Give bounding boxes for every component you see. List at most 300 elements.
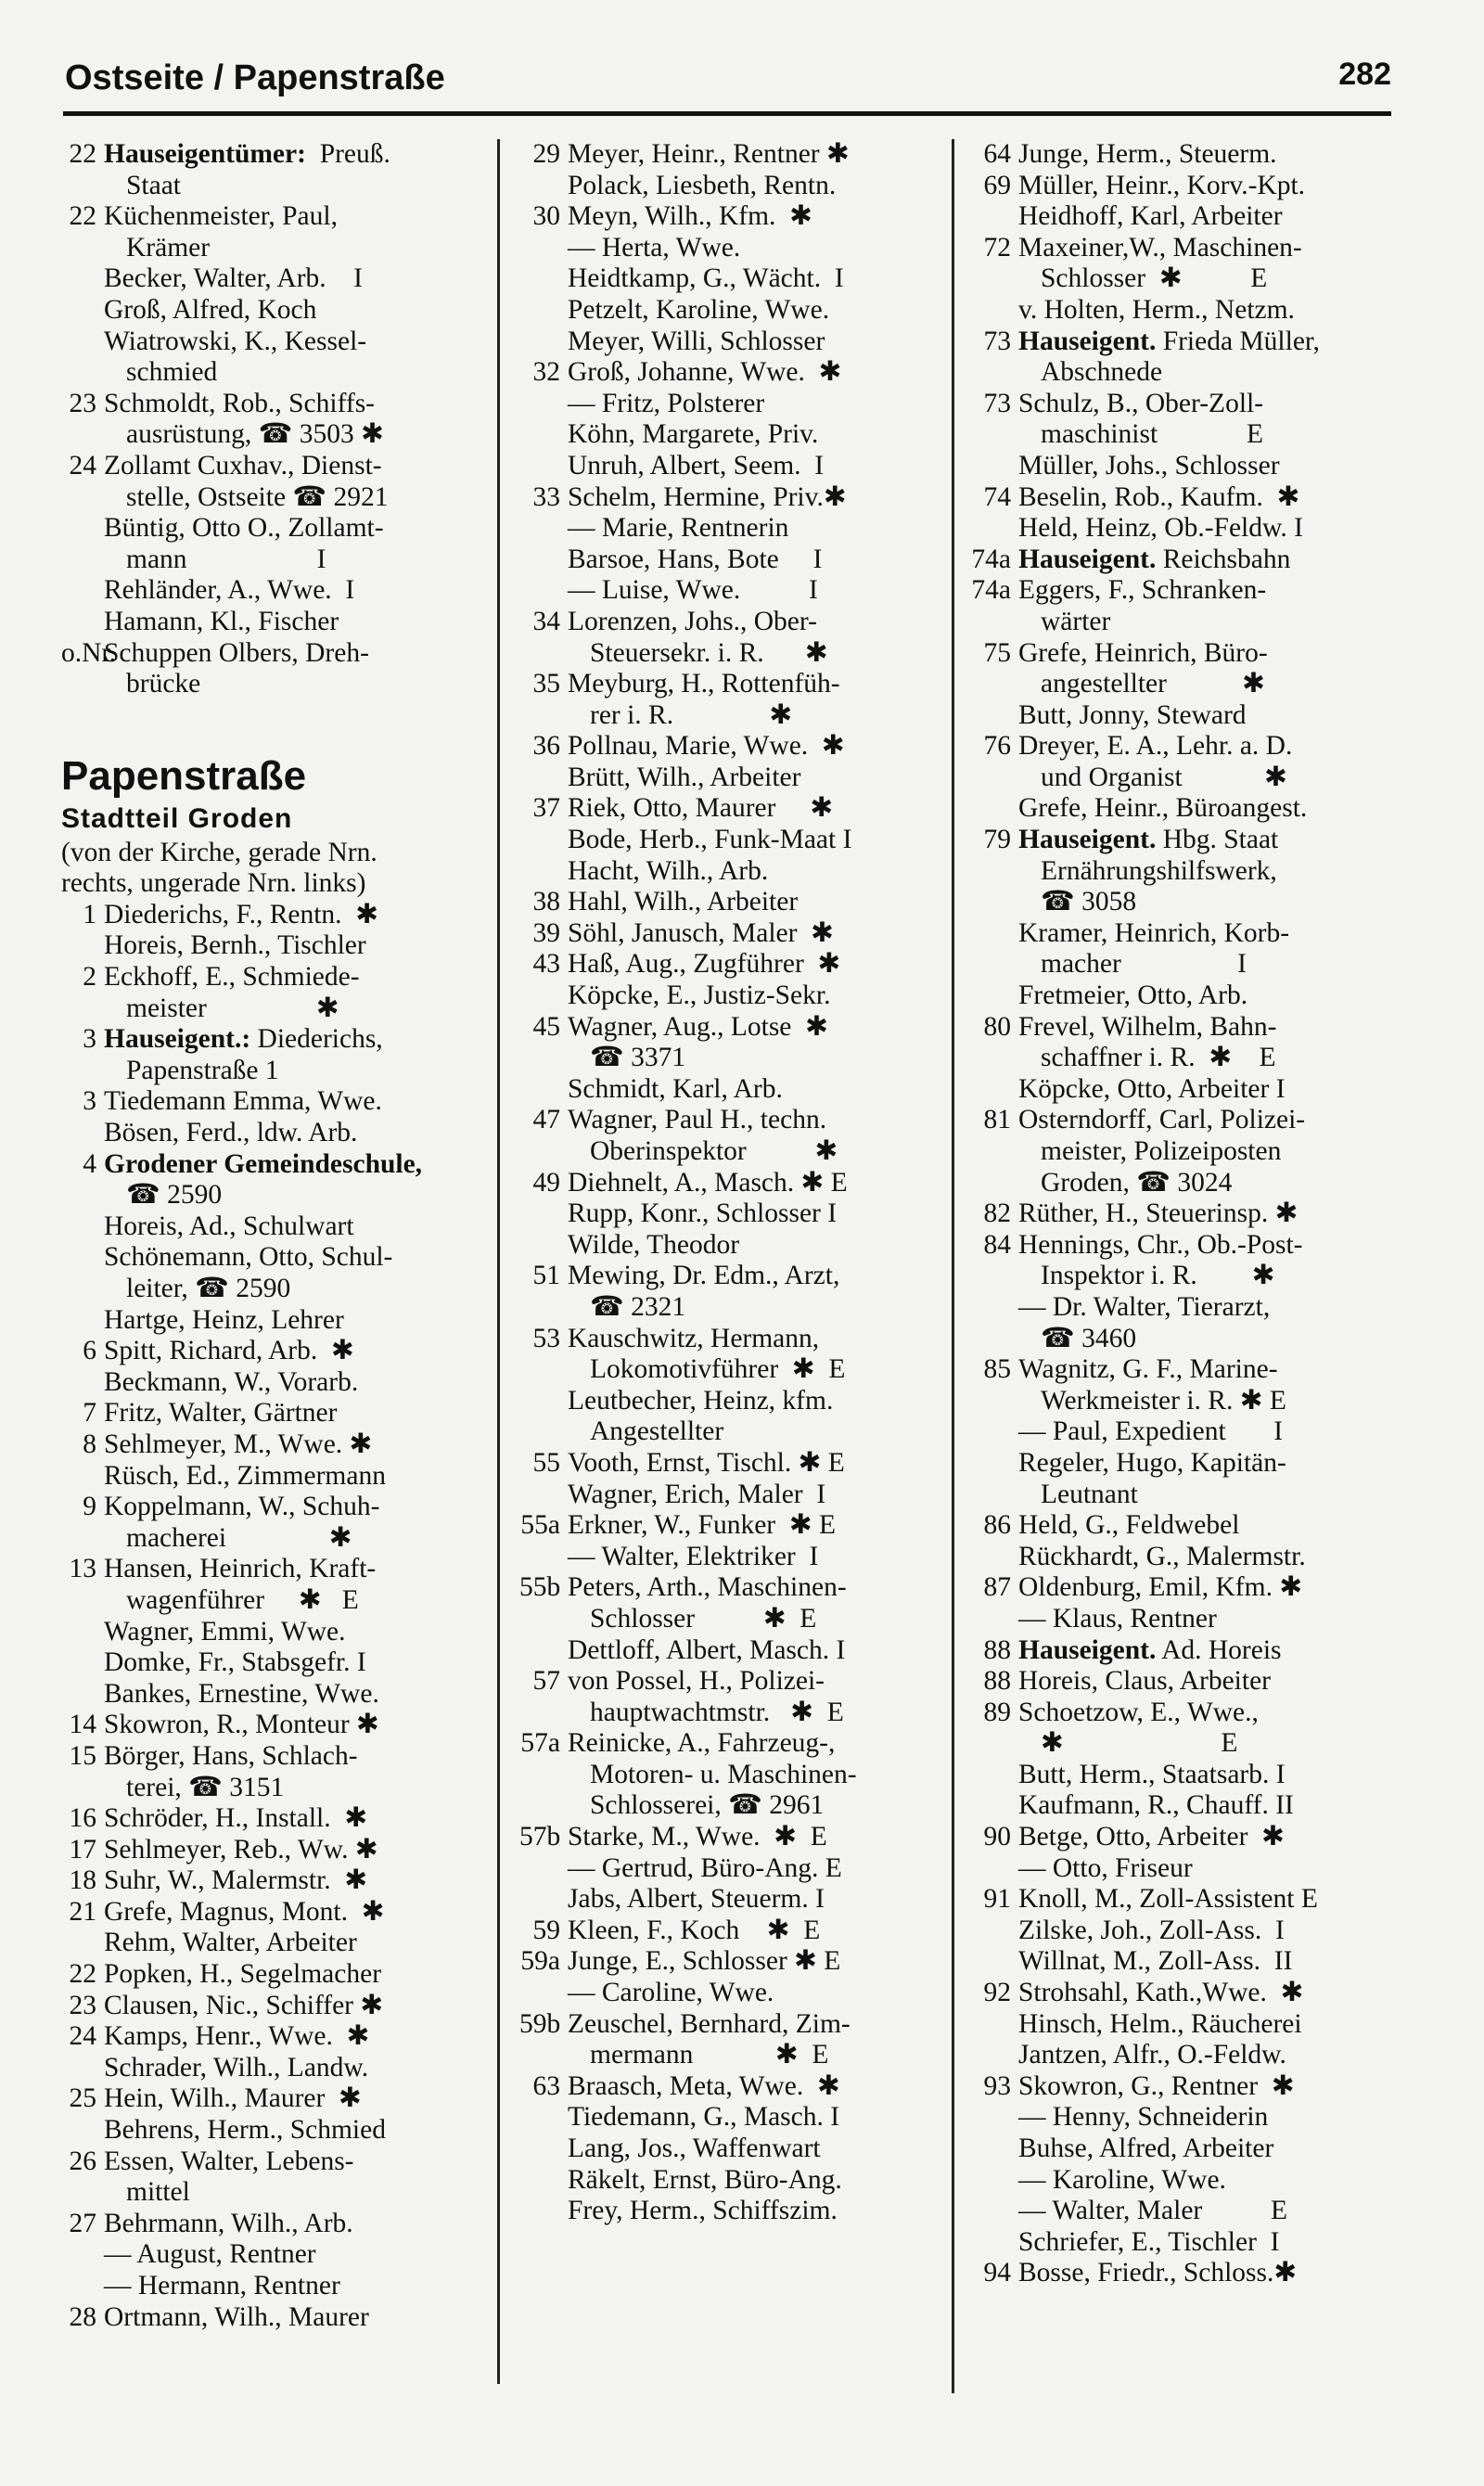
directory-entry xyxy=(519,1480,952,1511)
entry-text xyxy=(568,1946,952,1978)
entry-line: Strohsahl, Kath.,Wwe. ✱ xyxy=(1018,1978,1304,2008)
directory-entry xyxy=(61,2115,480,2146)
entry-line: Skowron, G., Rentner ✱ xyxy=(1018,2070,1295,2101)
entry-line: Junge, Herm., Steuerm. xyxy=(1018,139,1277,169)
house-number: 75 xyxy=(983,637,1011,668)
entry-text xyxy=(104,1835,480,1866)
entry-text xyxy=(1018,1822,1417,1853)
entry-line: mann I xyxy=(126,544,326,574)
house-number: 85 xyxy=(983,1354,1011,1385)
entry-text xyxy=(568,1853,952,1885)
entry-line: Rüsch, Ed., Zimmermann xyxy=(104,1460,386,1491)
directory-entry xyxy=(519,1510,952,1542)
directory-entry xyxy=(970,1790,1417,1822)
entry-text xyxy=(104,575,480,607)
entry-line: Hauseigent.: Diederichs, xyxy=(104,1024,383,1055)
house-number: 24 xyxy=(69,2021,96,2052)
house-number: 33 xyxy=(532,481,560,512)
entry-line: — Herta, Wwe. xyxy=(568,232,741,263)
directory-entry xyxy=(970,1230,1417,1292)
directory-entry xyxy=(970,575,1417,637)
entry-line: Meyn, Wilh., Kfm. ✱ xyxy=(568,201,812,232)
entry-text xyxy=(104,1492,480,1554)
directory-entry xyxy=(970,2196,1417,2227)
directory-entry xyxy=(970,793,1417,825)
entry-text xyxy=(104,1554,480,1616)
entry-text xyxy=(568,825,952,856)
entry-text xyxy=(104,900,480,931)
entry-text xyxy=(568,887,952,918)
entry-line: Osterndorff, Carl, Polizei- xyxy=(1018,1105,1306,1135)
entry-text xyxy=(568,762,952,794)
entry-line: — Fritz, Polsterer xyxy=(568,388,765,418)
entry-line: Eggers, F., Schranken- xyxy=(1018,575,1267,606)
house-number: 7 xyxy=(83,1398,96,1429)
entry-text xyxy=(1018,575,1417,637)
entry-line: Wagnitz, G. F., Marine- xyxy=(1018,1354,1278,1385)
entry-line: Schlosserei, ☎ 2961 xyxy=(590,1790,825,1821)
directory-entry xyxy=(970,2165,1417,2197)
entry-line: Frey, Herm., Schiffszim. xyxy=(568,2196,838,2226)
entry-line: — Otto, Friseur xyxy=(1018,1852,1193,1883)
directory-entry xyxy=(970,1946,1417,1978)
entry-text xyxy=(104,451,480,513)
house-number: 43 xyxy=(532,949,560,980)
house-number: 89 xyxy=(983,1697,1011,1727)
house-number: 90 xyxy=(983,1822,1011,1852)
entry-line: Fretmeier, Otto, Arb. xyxy=(1018,980,1248,1011)
entry-line: rer i. R. ✱ xyxy=(590,699,793,730)
house-number: 14 xyxy=(69,1710,96,1740)
entry-text xyxy=(1018,1790,1417,1822)
entry-line: wärter xyxy=(1041,606,1111,636)
directory-entry xyxy=(61,1617,480,1648)
entry-text xyxy=(1018,1760,1417,1791)
entry-text xyxy=(568,513,952,545)
directory-entry xyxy=(61,1024,480,1086)
directory-entry xyxy=(970,1760,1417,1791)
entry-line: Dettloff, Albert, Masch. I xyxy=(568,1634,846,1665)
directory-entry xyxy=(519,2134,952,2165)
house-number: 72 xyxy=(983,232,1011,263)
directory-entry xyxy=(970,1416,1417,1448)
entry-line: — Marie, Rentnerin xyxy=(568,513,789,544)
house-number: 23 xyxy=(69,1990,96,2020)
entry-line: Werkmeister i. R. ✱ E xyxy=(1041,1385,1286,1416)
directory-entry xyxy=(61,2146,480,2209)
directory-entry xyxy=(61,930,480,962)
entry-text xyxy=(568,2071,952,2103)
house-number: 29 xyxy=(532,139,560,169)
entry-text xyxy=(568,139,952,171)
directory-entry xyxy=(519,2196,952,2227)
directory-entry xyxy=(519,1978,952,2009)
entry-text xyxy=(568,171,952,202)
directory-entry xyxy=(519,1105,952,1167)
entry-text xyxy=(104,1461,480,1493)
directory-entry xyxy=(519,171,952,202)
directory-entry xyxy=(61,2209,480,2240)
entry-text xyxy=(104,1959,480,1991)
entry-line: Unruh, Albert, Seem. I xyxy=(568,450,825,481)
entry-text xyxy=(104,1336,480,1367)
house-number: 8 xyxy=(83,1429,96,1459)
entry-text xyxy=(568,1074,952,1106)
entry-line: Rüther, H., Steuerinsp. ✱ xyxy=(1018,1198,1298,1229)
entry-line: Groß, Johanne, Wwe. ✱ xyxy=(568,357,842,388)
entry-text xyxy=(1018,451,1417,482)
house-number: 59a xyxy=(520,1946,560,1977)
entry-text xyxy=(1018,327,1417,389)
numbering-note: (von der Kirche, gerade Nrn. xyxy=(61,837,377,867)
entry-line: Peters, Arth., Maschinen- xyxy=(568,1572,847,1603)
entry-line: Hartge, Heinz, Lehrer xyxy=(104,1304,344,1335)
entry-text xyxy=(1018,1105,1417,1198)
entry-line: terei, ☎ 3151 xyxy=(126,1772,285,1802)
entry-text xyxy=(568,1884,952,1916)
entry-line: Kleen, F., Koch ✱ E xyxy=(568,1915,821,1945)
directory-entry xyxy=(970,1666,1417,1698)
entry-line: Becker, Walter, Arb. I xyxy=(104,263,363,294)
entry-line: Schröder, H., Install. ✱ xyxy=(104,1803,368,1834)
entry-line: Schulz, B., Ober-Zoll- xyxy=(1018,388,1264,418)
entry-line: Hansen, Heinrich, Kraft- xyxy=(104,1554,377,1584)
entry-text xyxy=(568,1978,952,2009)
entry-line: Küchenmeister, Paul, xyxy=(104,201,338,232)
entry-text xyxy=(1018,513,1417,545)
entry-line: Hauseigent. Ad. Horeis xyxy=(1018,1634,1282,1665)
entry-line: Polack, Liesbeth, Rentn. xyxy=(568,170,837,200)
directory-entry xyxy=(61,389,480,451)
directory-entry xyxy=(519,2102,952,2134)
directory-entry xyxy=(970,482,1417,514)
entry-text xyxy=(104,263,480,295)
entry-line: Hinsch, Helm., Räucherei xyxy=(1018,2008,1302,2039)
entry-text xyxy=(568,918,952,950)
directory-entry xyxy=(61,263,480,295)
directory-entry xyxy=(519,357,952,389)
directory-entry xyxy=(519,1946,952,1978)
entry-text xyxy=(568,451,952,482)
entry-line: Mewing, Dr. Edm., Arzt, xyxy=(568,1261,840,1291)
house-number: 51 xyxy=(532,1261,560,1291)
entry-line: ☎ 2321 xyxy=(590,1291,686,1322)
entry-line: Diederichs, F., Rentn. ✱ xyxy=(104,899,379,929)
directory-entry xyxy=(519,2071,952,2103)
entry-line: Bosse, Friedr., Schloss.✱ xyxy=(1018,2258,1298,2288)
entry-text xyxy=(104,389,480,451)
directory-entry xyxy=(970,1198,1417,1230)
entry-line: — Karoline, Wwe. xyxy=(1018,2164,1226,2195)
entry-line: mermann ✱ E xyxy=(590,2040,829,2070)
house-number: 27 xyxy=(69,2208,96,2238)
entry-text xyxy=(1018,1292,1417,1354)
entry-line: Müller, Heinr., Korv.-Kpt. xyxy=(1018,170,1306,200)
entry-text xyxy=(1018,1510,1417,1542)
house-number: 86 xyxy=(983,1510,1011,1541)
entry-line: Wagner, Emmi, Wwe. xyxy=(104,1616,346,1647)
house-number: 84 xyxy=(983,1229,1011,1260)
entry-line: Suhr, W., Malermstr. ✱ xyxy=(104,1865,368,1896)
entry-line: — Luise, Wwe. I xyxy=(568,575,818,606)
entry-line: Betge, Otto, Arbeiter ✱ xyxy=(1018,1822,1285,1852)
directory-entry xyxy=(519,607,952,669)
entry-text xyxy=(104,1991,480,2022)
directory-entry xyxy=(61,1336,480,1367)
house-number: 59 xyxy=(532,1915,560,1945)
entry-text xyxy=(104,930,480,962)
entry-line: ausrüstung, ☎ 3503 ✱ xyxy=(126,419,384,450)
entry-line: Ortmann, Wilh., Maurer xyxy=(104,2301,369,2332)
entry-text xyxy=(104,1710,480,1741)
entry-line: Meyer, Heinr., Rentner ✱ xyxy=(568,139,850,169)
directory-entry xyxy=(970,201,1417,233)
house-number: 24 xyxy=(69,450,96,481)
entry-text xyxy=(104,2239,480,2271)
entry-line: leiter, ☎ 2590 xyxy=(126,1274,291,1303)
entry-line: Zollamt Cuxhav., Dienst- xyxy=(104,450,382,481)
directory-entry xyxy=(519,1261,952,1323)
directory-entry xyxy=(970,233,1417,295)
entry-text xyxy=(104,513,480,575)
entry-text xyxy=(568,669,952,731)
entry-line: Groden, ☎ 3024 xyxy=(1041,1167,1233,1198)
directory-entry xyxy=(61,1835,480,1866)
entry-line: Staat xyxy=(126,170,181,200)
entry-line: Buhse, Alfred, Arbeiter xyxy=(1018,2134,1274,2163)
entry-text xyxy=(568,1448,952,1480)
entry-line: Schlosser ✱ E xyxy=(590,1603,817,1634)
house-number: 23 xyxy=(69,388,96,418)
house-number: 74 xyxy=(983,481,1011,512)
entry-text xyxy=(568,1666,952,1728)
directory-entry xyxy=(61,1305,480,1337)
entry-line: hauptwachtmstr. ✱ E xyxy=(590,1697,844,1727)
entry-text xyxy=(568,1012,952,1074)
directory-entry xyxy=(970,2258,1417,2289)
directory-entry xyxy=(970,918,1417,980)
entry-text xyxy=(568,263,952,295)
entry-line: Wagner, Paul H., techn. xyxy=(568,1105,827,1135)
directory-entry xyxy=(970,1448,1417,1510)
entry-text xyxy=(104,2271,480,2302)
entry-text xyxy=(568,1198,952,1230)
directory-entry xyxy=(519,233,952,264)
house-number: 21 xyxy=(69,1896,96,1927)
entry-line: Beselin, Rob., Kaufm. ✱ xyxy=(1018,481,1300,512)
directory-entry xyxy=(970,980,1417,1012)
directory-entry xyxy=(519,793,952,825)
directory-entry xyxy=(61,575,480,607)
entry-line: Grefe, Heinrich, Büro- xyxy=(1018,637,1268,668)
directory-entry xyxy=(61,2053,480,2084)
entry-line: Skowron, R., Monteur ✱ xyxy=(104,1710,379,1740)
entry-text xyxy=(1018,1698,1417,1760)
entry-line: Kaufmann, R., Chauff. II xyxy=(1018,1790,1294,1821)
entry-text xyxy=(1018,1074,1417,1106)
entry-line: Kauschwitz, Hermann, xyxy=(568,1323,820,1353)
entry-line: Rehm, Walter, Arbeiter xyxy=(104,1928,357,1958)
directory-entry xyxy=(970,1884,1417,1916)
directory-entry xyxy=(519,201,952,233)
entry-text xyxy=(568,2009,952,2071)
entry-line: Tiedemann, G., Masch. I xyxy=(568,2102,840,2133)
directory-entry xyxy=(519,1386,952,1448)
directory-entry xyxy=(970,513,1417,545)
house-number: 22 xyxy=(69,1959,96,1990)
directory-entry xyxy=(970,2227,1417,2259)
entry-line: ☎ 3058 xyxy=(1041,887,1137,917)
directory-entry xyxy=(61,1991,480,2022)
entry-text xyxy=(1018,2040,1417,2071)
directory-entry xyxy=(970,1510,1417,1542)
entry-text xyxy=(104,1024,480,1086)
column-1 xyxy=(61,139,480,2333)
entry-text xyxy=(1018,2071,1417,2103)
entry-text xyxy=(104,327,480,389)
directory-entry xyxy=(61,1928,480,1959)
entry-line: Horeis, Bernh., Tischler xyxy=(104,930,366,961)
entry-line: Held, Heinz, Ob.-Feldw. I xyxy=(1018,513,1303,544)
entry-line: — Walter, Elektriker I xyxy=(568,1541,819,1571)
entry-line: Groß, Alfred, Koch xyxy=(104,294,317,325)
directory-entry xyxy=(61,1679,480,1711)
entry-line: Bankes, Ernestine, Wwe. xyxy=(104,1678,379,1709)
entry-line: Räkelt, Ernst, Büro-Ang. xyxy=(568,2164,842,2195)
entry-text xyxy=(104,1118,480,1149)
entry-line: Oldenburg, Emil, Kfm. ✱ xyxy=(1018,1572,1303,1603)
entry-line: Hahl, Wilh., Arbeiter xyxy=(568,887,799,917)
directory-entry xyxy=(519,389,952,420)
directory-entry xyxy=(970,700,1417,732)
entry-line: Rupp, Konr., Schlosser I xyxy=(568,1198,838,1229)
house-number: 17 xyxy=(69,1834,96,1864)
entry-line: Essen, Walter, Lebens- xyxy=(104,2146,354,2176)
directory-entry xyxy=(970,2009,1417,2041)
entry-text xyxy=(568,949,952,980)
entry-line: Hacht, Wilh., Arb. xyxy=(568,855,769,886)
entry-line: macherei ✱ xyxy=(126,1522,352,1553)
entry-line: Wagner, Erich, Maler I xyxy=(568,1479,826,1509)
directory-entry xyxy=(61,2271,480,2302)
directory-entry xyxy=(970,1822,1417,1853)
entry-line: Jabs, Albert, Steuerm. I xyxy=(568,1884,825,1915)
directory-entry xyxy=(61,1086,480,1118)
directory-entry xyxy=(970,139,1417,171)
house-number: 9 xyxy=(83,1492,96,1522)
entry-line: Pollnau, Marie, Wwe. ✱ xyxy=(568,731,845,762)
entry-line: Braasch, Meta, Wwe. ✱ xyxy=(568,2070,840,2101)
directory-entry xyxy=(970,1012,1417,1074)
directory-entry xyxy=(970,1542,1417,1573)
house-number: 87 xyxy=(983,1572,1011,1603)
entry-text xyxy=(1018,1542,1417,1573)
house-number: 88 xyxy=(983,1634,1011,1665)
house-number: 36 xyxy=(532,731,560,762)
entry-line: Büntig, Otto O., Zollamt- xyxy=(104,513,384,544)
entry-text xyxy=(1018,1448,1417,1510)
entry-text xyxy=(104,1617,480,1648)
directory-entry xyxy=(519,731,952,762)
entry-line: Regeler, Hugo, Kapitän- xyxy=(1018,1447,1286,1478)
entry-line: Diehnelt, A., Masch. ✱ E xyxy=(568,1167,848,1198)
directory-entry xyxy=(519,856,952,888)
house-number: 76 xyxy=(983,731,1011,762)
entry-line: Angestellter xyxy=(590,1416,724,1447)
entry-line: Fritz, Walter, Gärtner xyxy=(104,1398,338,1429)
entry-line: brücke xyxy=(126,669,201,699)
directory-entry xyxy=(61,1429,480,1461)
house-number: 3 xyxy=(83,1086,96,1117)
house-number: 25 xyxy=(69,2083,96,2114)
directory-entry xyxy=(61,1865,480,1897)
page-title: Ostseite / Papenstraße xyxy=(65,58,445,97)
house-number: 73 xyxy=(983,388,1011,418)
entry-text xyxy=(1018,1666,1417,1698)
entry-text xyxy=(1018,1853,1417,1885)
entry-text xyxy=(568,2134,952,2165)
house-number: 88 xyxy=(983,1666,1011,1697)
house-number: 93 xyxy=(983,2070,1011,2101)
entry-text xyxy=(1018,171,1417,202)
directory-entry xyxy=(61,1211,480,1243)
entry-line: Bösen, Ferd., ldw. Arb. xyxy=(104,1118,358,1148)
house-number: 53 xyxy=(532,1323,560,1353)
entry-text xyxy=(1018,1946,1417,1978)
entry-line: Leutnant xyxy=(1041,1479,1138,1509)
house-number: 81 xyxy=(983,1105,1011,1135)
entry-text xyxy=(104,1865,480,1897)
directory-entry xyxy=(519,1853,952,1885)
entry-text xyxy=(1018,482,1417,514)
entry-text xyxy=(1018,638,1417,700)
entry-line: wagenführer ✱ E xyxy=(126,1584,359,1615)
entry-line: — Paul, Expedient I xyxy=(1018,1416,1284,1447)
entry-line: Wilde, Theodor xyxy=(568,1229,740,1260)
directory-entry xyxy=(61,1492,480,1554)
directory-entry xyxy=(61,1959,480,1991)
entry-line: Behrens, Herm., Schmied xyxy=(104,2115,386,2146)
entry-line: Haß, Aug., Zugführer ✱ xyxy=(568,949,841,980)
entry-text xyxy=(1018,2227,1417,2259)
entry-line: Meyburg, H., Rottenfüh- xyxy=(568,669,840,699)
directory-entry xyxy=(519,1572,952,1634)
entry-text xyxy=(1018,1604,1417,1635)
entry-line: Horeis, Ad., Schulwart xyxy=(104,1211,354,1241)
entry-line: Bode, Herb., Funk-Maat I xyxy=(568,825,852,855)
entry-line: Butt, Jonny, Steward xyxy=(1018,699,1247,730)
entry-line: Motoren- u. Maschinen- xyxy=(590,1759,857,1789)
entry-text xyxy=(104,1149,480,1211)
directory-entry xyxy=(970,451,1417,482)
house-number: 16 xyxy=(69,1803,96,1834)
entry-line: Köhn, Margarete, Priv. xyxy=(568,419,819,450)
house-number: 28 xyxy=(69,2301,96,2332)
entry-line: ☎ 3460 xyxy=(1041,1323,1137,1353)
entry-text xyxy=(1018,731,1417,793)
entry-line: mittel xyxy=(126,2177,190,2208)
entry-text xyxy=(1018,139,1417,171)
directory-entry xyxy=(61,1897,480,1929)
entry-line: meister, Polizeiposten xyxy=(1041,1136,1282,1166)
directory-entry xyxy=(61,1367,480,1399)
entry-line: Hamann, Kl., Fischer xyxy=(104,606,339,636)
entry-text xyxy=(568,856,952,888)
directory-entry xyxy=(970,389,1417,451)
entry-text xyxy=(568,1324,952,1386)
entry-text xyxy=(104,2083,480,2115)
entry-line: stelle, Ostseite ☎ 2921 xyxy=(126,481,389,512)
